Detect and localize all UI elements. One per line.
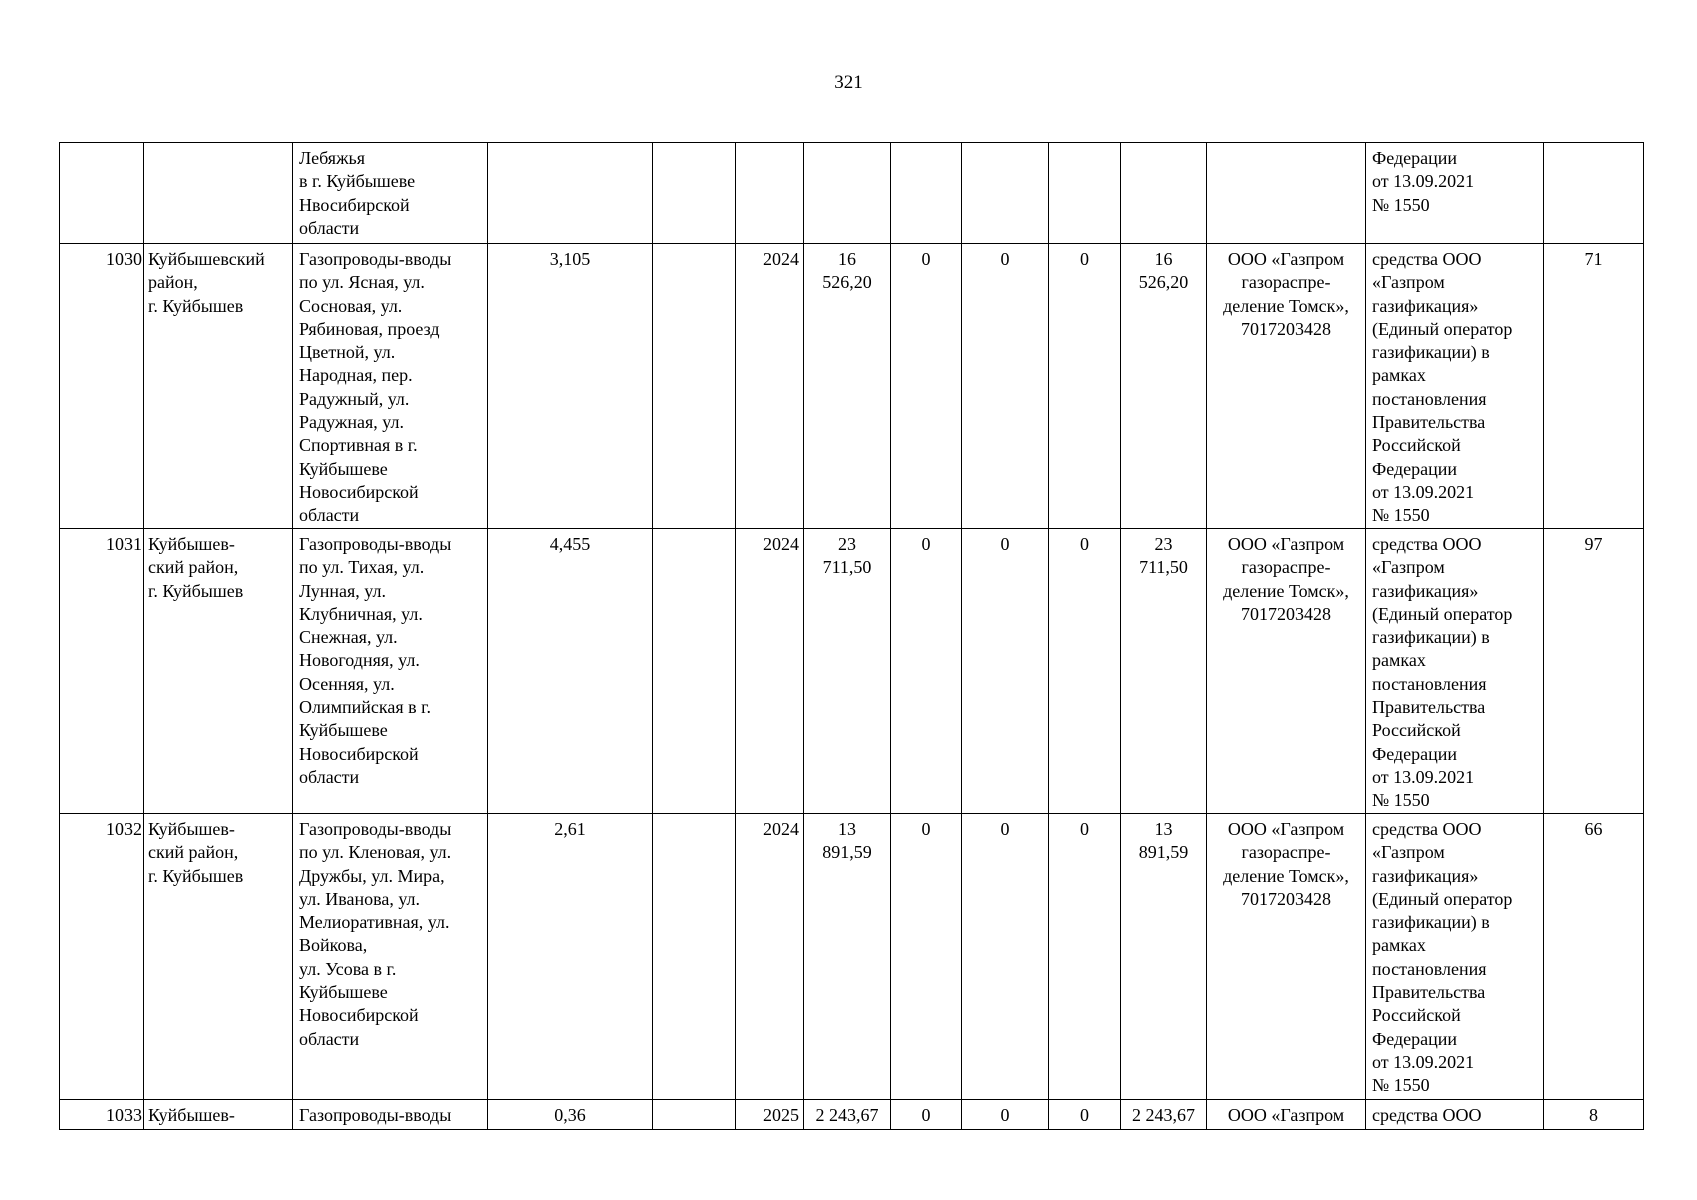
- cell-district: Куйбышевский район, г. Куйбышев: [144, 244, 293, 529]
- cell-object: Газопроводы-вводы по ул. Тихая, ул. Лунная, ул. Клубничная, ул. Снежная, ул. Новогодняя, ул. Осенняя, ул. Олимпийская в г. Куйбышеве Новосибирской области: [293, 529, 488, 814]
- page-number: 321: [834, 72, 863, 93]
- table-row: [60, 529, 1644, 814]
- cell-c2: [962, 143, 1049, 244]
- cell-c4: [1121, 143, 1207, 244]
- cell-extra: [653, 244, 736, 529]
- cell-year: 2024: [736, 814, 804, 1100]
- cell-c2: 0: [962, 814, 1049, 1100]
- cell-org: ООО «Газпром газораспре- деление Томск», 7017203428: [1207, 244, 1366, 529]
- cell-c4: 16 526,20: [1121, 244, 1207, 529]
- cell-total: 16 526,20: [804, 244, 891, 529]
- cell-c4: 2 243,67: [1121, 1100, 1207, 1130]
- cell-district: Куйбышев- ский район, г. Куйбышев: [144, 529, 293, 814]
- table-row-continuation: [60, 143, 1644, 244]
- cell-source: Федерации от 13.09.2021 № 1550: [1366, 143, 1544, 244]
- cell-org: ООО «Газпром: [1207, 1100, 1366, 1130]
- cell-org: [1207, 143, 1366, 244]
- cell-count: 66: [1544, 814, 1644, 1100]
- cell-c1: 0: [891, 814, 962, 1100]
- cell-count: 97: [1544, 529, 1644, 814]
- cell-year: 2024: [736, 244, 804, 529]
- cell-num: [60, 143, 144, 244]
- cell-extra: [653, 143, 736, 244]
- cell-district: [144, 143, 293, 244]
- cell-c4: 23 711,50: [1121, 529, 1207, 814]
- cell-count: 8: [1544, 1100, 1644, 1130]
- cell-num: 1032: [60, 814, 144, 1100]
- table-row: [60, 244, 1644, 529]
- cell-year: 2024: [736, 529, 804, 814]
- cell-length: 4,455: [488, 529, 653, 814]
- cell-district: Куйбышев-: [144, 1100, 293, 1130]
- cell-c2: 0: [962, 1100, 1049, 1130]
- cell-c2: 0: [962, 529, 1049, 814]
- cell-c3: 0: [1049, 244, 1121, 529]
- cell-count: [1544, 143, 1644, 244]
- cell-length: 0,36: [488, 1100, 653, 1130]
- cell-object: Газопроводы-вводы по ул. Ясная, ул. Сосновая, ул. Рябиновая, проезд Цветной, ул. Народная, пер. Радужный, ул. Радужная, ул. Спортивная в г. Куйбышеве Новосибирской области: [293, 244, 488, 529]
- table-row: [60, 1100, 1644, 1130]
- cell-extra: [653, 529, 736, 814]
- cell-org: ООО «Газпром газораспре- деление Томск», 7017203428: [1207, 529, 1366, 814]
- cell-source: средства ООО «Газпром газификация» (Единый оператор газификации) в рамках постановления Правительства Российской Федерации от 13.09.2021 № 1550: [1366, 244, 1544, 529]
- cell-length: 3,105: [488, 244, 653, 529]
- cell-org: ООО «Газпром газораспре- деление Томск», 7017203428: [1207, 814, 1366, 1100]
- cell-c1: 0: [891, 1100, 962, 1130]
- cell-year: 2025: [736, 1100, 804, 1130]
- cell-extra: [653, 814, 736, 1100]
- cell-source: средства ООО «Газпром газификация» (Единый оператор газификации) в рамках постановления Правительства Российской Федерации от 13.09.2021 № 1550: [1366, 814, 1544, 1100]
- cell-total: 2 243,67: [804, 1100, 891, 1130]
- cell-length: 2,61: [488, 814, 653, 1100]
- cell-c3: 0: [1049, 1100, 1121, 1130]
- table-row: [60, 814, 1644, 1100]
- cell-num: 1031: [60, 529, 144, 814]
- cell-object: Газопроводы-вводы по ул. Кленовая, ул. Дружбы, ул. Мира, ул. Иванова, ул. Мелиоративная, ул. Войкова, ул. Усова в г. Куйбышеве Новосибирской области: [293, 814, 488, 1100]
- cell-c4: 13 891,59: [1121, 814, 1207, 1100]
- cell-object: Газопроводы-вводы: [293, 1100, 488, 1130]
- cell-c1: [891, 143, 962, 244]
- cell-c3: 0: [1049, 529, 1121, 814]
- cell-num: 1030: [60, 244, 144, 529]
- gasification-table: [59, 142, 1644, 1130]
- cell-c1: 0: [891, 529, 962, 814]
- cell-count: 71: [1544, 244, 1644, 529]
- cell-c3: 0: [1049, 814, 1121, 1100]
- cell-object: Лебяжья в г. Куйбышеве Нвосибирской области: [293, 143, 488, 244]
- cell-c1: 0: [891, 244, 962, 529]
- cell-num: 1033: [60, 1100, 144, 1130]
- cell-total: [804, 143, 891, 244]
- cell-total: 23 711,50: [804, 529, 891, 814]
- cell-source: средства ООО «Газпром газификация» (Единый оператор газификации) в рамках постановления Правительства Российской Федерации от 13.09.2021 № 1550: [1366, 529, 1544, 814]
- cell-district: Куйбышев- ский район, г. Куйбышев: [144, 814, 293, 1100]
- cell-source: средства ООО: [1366, 1100, 1544, 1130]
- cell-year: [736, 143, 804, 244]
- cell-c3: [1049, 143, 1121, 244]
- cell-extra: [653, 1100, 736, 1130]
- cell-total: 13 891,59: [804, 814, 891, 1100]
- cell-length: [488, 143, 653, 244]
- cell-c2: 0: [962, 244, 1049, 529]
